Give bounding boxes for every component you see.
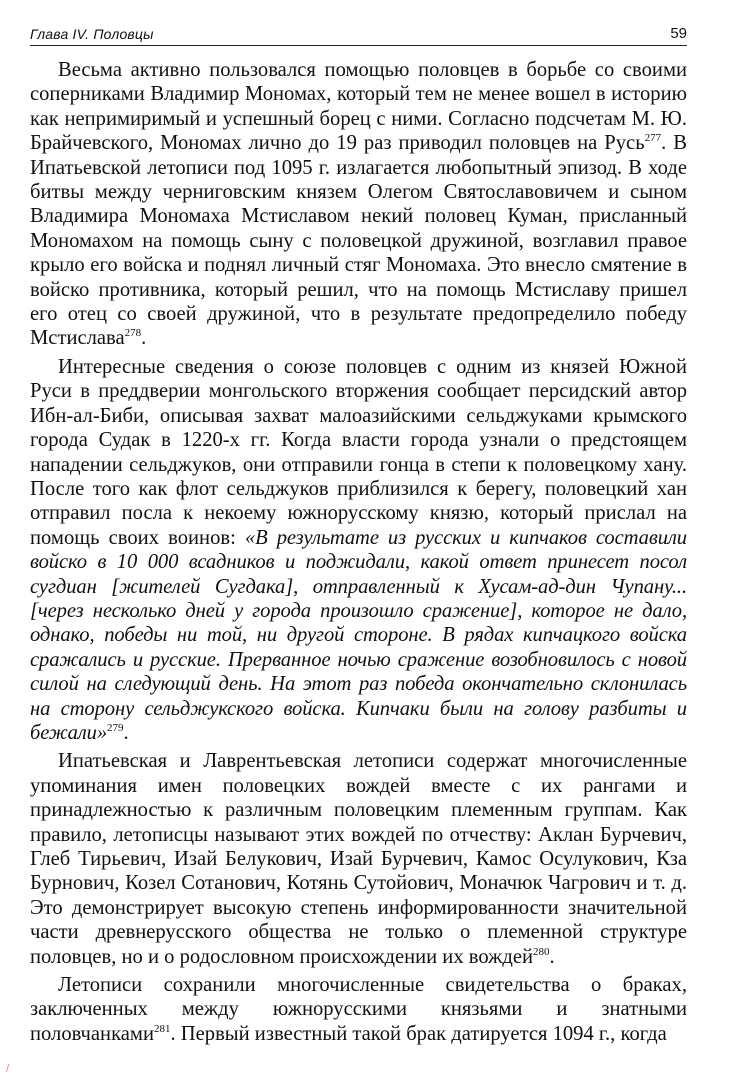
paragraph-text: . В Ипатьевской летописи под 1095 г. излагается любопытный эпизод. В ходе битвы между черниговским князем Олегом Святославовичем и сыном Владимира Мономаха Мстиславом некий половец Куман, присланный Мономахом на помощь сыну с половецкой дружиной, возглавил правое крыло его войска и поднял личный стяг Мономаха. Это внесло смятение в войско противника, который решил, что на помощь Мстиславу пришел его отец со своей дружиной, что в результате предопределило победу Мстислава <box>30 132 687 350</box>
page-number: 59 <box>670 25 687 42</box>
paragraph-text: . <box>141 327 147 350</box>
paragraph-2 <box>30 355 687 746</box>
footnote-ref: 281 <box>153 1022 171 1035</box>
footnote-ref: 277 <box>644 132 662 145</box>
body-text <box>30 58 687 1046</box>
paragraph-1 <box>30 58 687 351</box>
footnote-ref: 278 <box>124 327 142 340</box>
paragraph-text: Весьма активно пользовался помощью половцев в борьбе со своими соперниками Владимир Мономах, который тем не менее вошел в историю как непримиримый и успешный борец с ними. Согласно подсчетам М. Ю. Брайчевского, Мономах лично до 19 раз приводил половцев на Русь <box>30 59 687 155</box>
paragraph-text: Летописи сохранили многочисленные свидетельства о браках, заключенных между южнорусскими князьями и знатными половчанками <box>30 974 687 1045</box>
footnote-ref: 279 <box>107 721 124 734</box>
paragraph-text: . <box>123 721 129 744</box>
paragraph-3 <box>30 749 687 969</box>
paragraph-4 <box>30 973 687 1046</box>
footnote-ref: 280 <box>533 945 550 958</box>
paragraph-text: . <box>549 945 555 968</box>
quotation: «В результате из русских и кипчаков составили войско в 10 000 всадников и поджидали, какой ответ принесет посол сугдиан [жителей Сугдака], отправленный к Хусам-ад-дин Чупану... [через несколько дней у города произошло сражение], которое не дало, однако, победы ни той, ни другой стороне. В рядах кипчацкого войска сражались и русские. Прерванное ночью сражение возобновилось с новой силой на следующий день. На этот раз победа окончательно склонилась на сторону сельджукского войска. Кипчаки были на голову разбиты и бежали» <box>30 526 687 744</box>
corner-mark-icon: / <box>6 1063 10 1074</box>
running-header <box>30 20 687 46</box>
chapter-title: Глава IV. Половцы <box>30 26 154 42</box>
paragraph-text: Интересные сведения о союзе половцев с одним из князей Южной Руси в преддверии монгольского вторжения сообщает персидский автор Ибн-ал-Биби, описывая захват малоазийскими сельджуками крымского города Судак в 1220-х гг. Когда власти города узнали о предстоящем нападении сельджуков, они отправили гонца в степи к половецкому хану. После того как флот сельджуков приблизился к берегу, половецкий хан отправил посла к некоему южнорусскому князю, который прислал на помощь своих воинов: <box>30 355 687 549</box>
paragraph-text: Ипатьевская и Лаврентьевская летописи содержат многочисленные упоминания имен половецких вождей вместе с их рангами и принадлежностью к различным половецким племенным группам. Как правило, летописцы называют этих вождей по отчеству: Аклан Бурчевич, Глеб Тирьевич, Изай Белукович, Изай Бурчевич, Камос Осулукович, Кза Бурнович, Козел Сотанович, Котянь Сутойович, Моначюк Чагрович и т. д. Это демонстрирует высокую степень информированности значительной части древнерусского общества не только о племенной структуре половцев, но и о родословном происхождении их вождей <box>30 750 687 968</box>
paragraph-text: . Первый известный такой брак датируется 1094 г., когда <box>170 1022 667 1045</box>
